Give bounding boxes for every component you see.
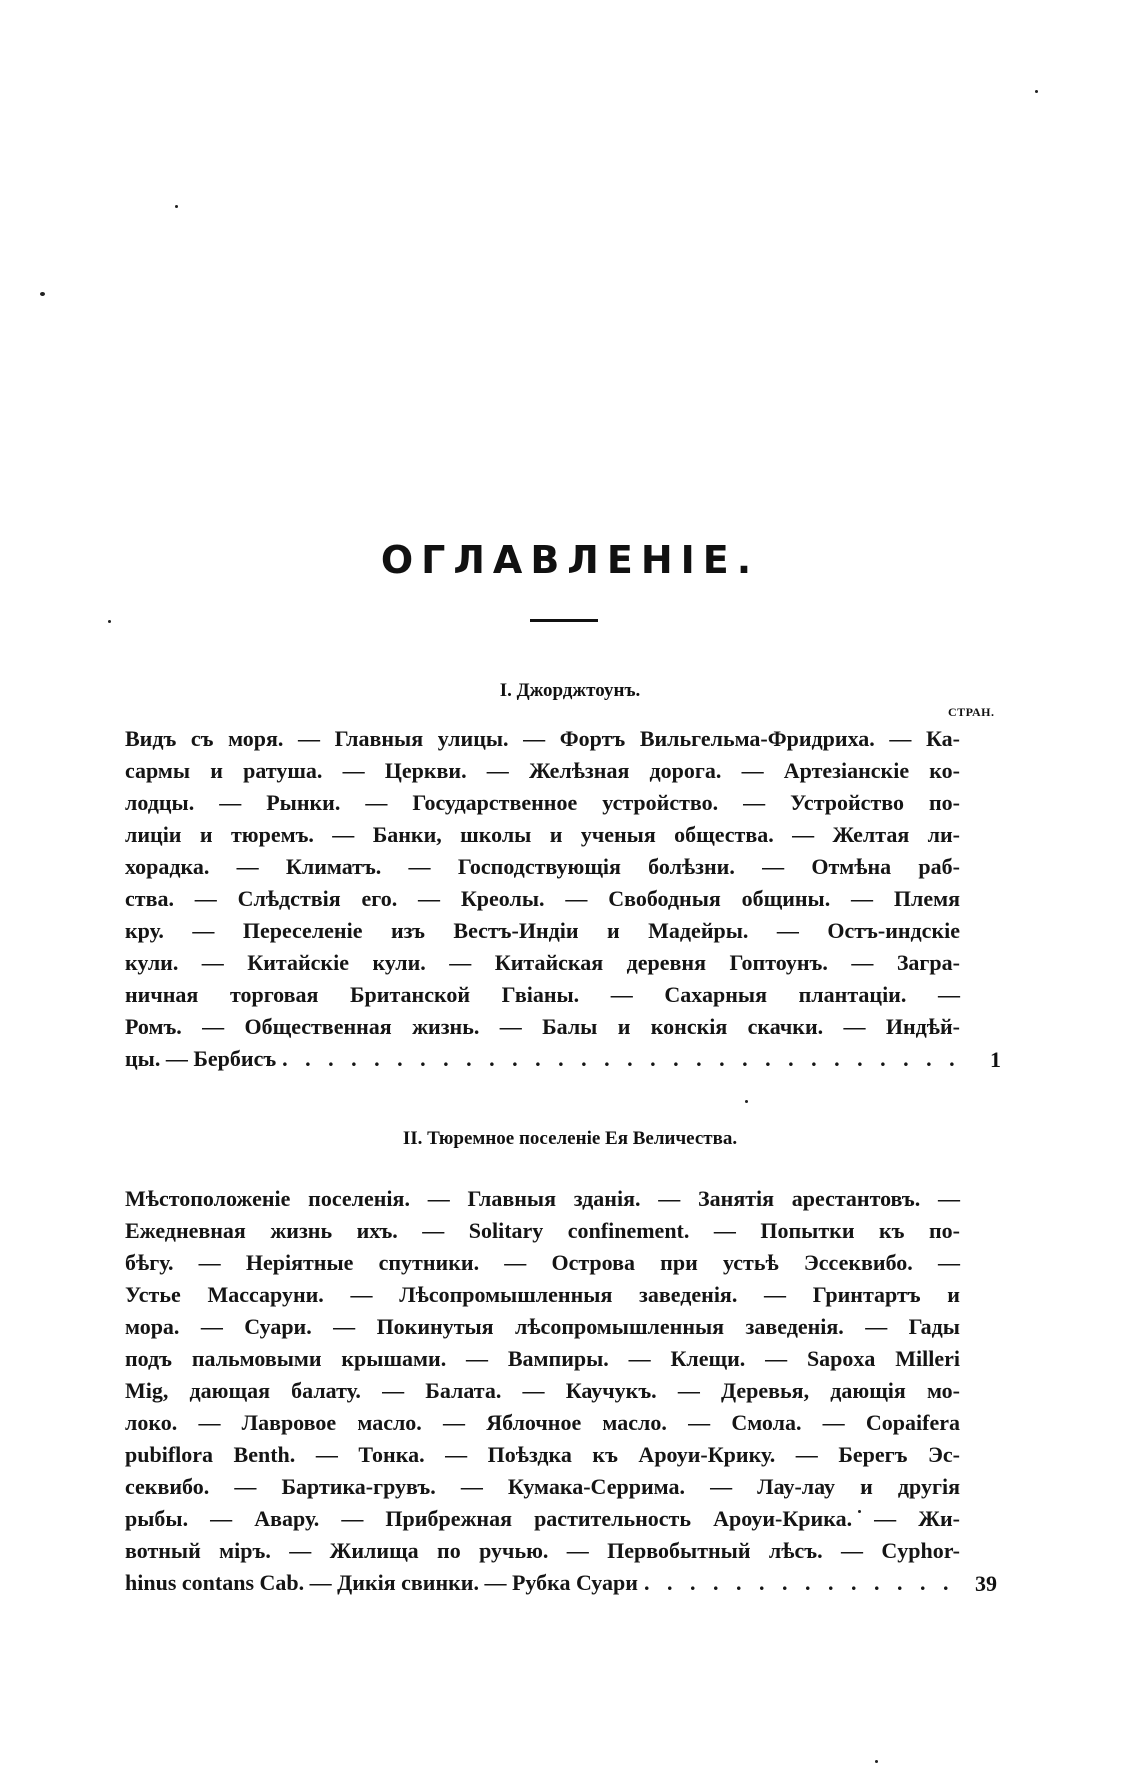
contents-line: секвибо. — Бартика-грувъ. — Кумака-Серрима. — Лау-лау и другія xyxy=(125,1474,960,1499)
chapter-contents xyxy=(125,1183,960,1599)
contents-line: хорадка. — Климатъ. — Господствующія болѣзни. — Отмѣна раб- xyxy=(125,854,960,879)
contents-line: Ромъ. — Общественная жизнь. — Балы и конскія скачки. — Индѣй- xyxy=(125,1014,960,1039)
contents-line: pubiflora Benth. — Тонка. — Поѣздка къ Ароуи-Крику. — Берегъ Эс- xyxy=(125,1442,960,1467)
contents-line: подъ пальмовыми крышами. — Вампиры. — Клещи. — Sapoxa Milleri xyxy=(125,1346,960,1371)
contents-line: лодцы. — Рынки. — Государственное устройство. — Устройство по- xyxy=(125,790,960,815)
page-number: 1 xyxy=(990,1047,1001,1072)
contents-line: Мѣстоположеніе поселенія. — Главныя зданія. — Занятія арестантовъ. — xyxy=(125,1186,960,1211)
page-number: 39 xyxy=(975,1571,997,1596)
chapter-heading: II. Тюремное поселеніе Ея Величества. xyxy=(402,1128,738,1149)
dot-leader xyxy=(644,1567,960,1599)
chapter-contents xyxy=(125,723,960,1075)
contents-line-last xyxy=(125,1043,960,1075)
title-rule xyxy=(530,619,598,622)
scan-speck xyxy=(745,1100,748,1103)
chapter-heading: I. Джорджтоунъ. xyxy=(499,680,641,701)
contents-line: локо. — Лавровое масло. — Яблочное масло. — Смола. — Copaifera xyxy=(125,1410,960,1435)
scan-speck xyxy=(875,1760,878,1763)
contents-line: бѣгу. — Неріятные спутники. — Острова при устьѣ Эссеквибо. — xyxy=(125,1250,960,1275)
contents-line: кру. — Переселеніе изъ Вестъ-Индіи и Мадейры. — Остъ-индскіе xyxy=(125,918,960,943)
dot-leader xyxy=(282,1043,960,1075)
page-title: ОГЛАВЛЕНІЕ. xyxy=(380,538,760,582)
contents-line: Видъ съ моря. — Главныя улицы. — Фортъ Вильгельма-Фридриха. — Ка- xyxy=(125,726,960,751)
scan-speck xyxy=(108,620,111,623)
contents-line-last xyxy=(125,1567,960,1599)
contents-line-text: hinus contans Cab. — Дикія свинки. — Рубка Суари xyxy=(125,1570,638,1595)
contents-line: Mig, дающая балату. — Балата. — Каучукъ. — Деревья, дающія мо- xyxy=(125,1378,960,1403)
contents-line: Ежедневная жизнь ихъ. — Solitary confinement. — Попытки къ по- xyxy=(125,1218,960,1243)
contents-line: Устье Массаруни. — Лѣсопромышленныя заведенія. — Гринтартъ и xyxy=(125,1282,960,1307)
contents-line: ничная торговая Британской Гвіаны. — Сахарныя плантаціи. — xyxy=(125,982,960,1007)
contents-line: лиціи и тюремъ. — Банки, школы и ученыя общества. — Желтая ли- xyxy=(125,822,960,847)
scan-speck xyxy=(1035,90,1038,93)
contents-line: сармы и ратуша. — Церкви. — Желѣзная дорога. — Артезіанскіе ко- xyxy=(125,758,960,783)
page-column-label: СТРАН. xyxy=(948,705,995,719)
contents-line: вотный міръ. — Жилища по ручью. — Первобытный лѣсъ. — Cyphor- xyxy=(125,1538,960,1563)
scan-speck xyxy=(175,205,178,208)
contents-line-text: цы. — Бербисъ xyxy=(125,1046,277,1071)
contents-line: мора. — Суари. — Покинутыя лѣсопромышленныя заведенія. — Гады xyxy=(125,1314,960,1339)
scan-speck xyxy=(40,292,45,296)
contents-line: кули. — Китайскіе кули. — Китайская деревня Гоптоунъ. — Загра- xyxy=(125,950,960,975)
contents-line: ства. — Слѣдствія его. — Креолы. — Свободныя общины. — Племя xyxy=(125,886,960,911)
contents-line: рыбы. — Авару. — Прибрежная растительность Ароуи-Крика. — Жи- xyxy=(125,1506,960,1531)
